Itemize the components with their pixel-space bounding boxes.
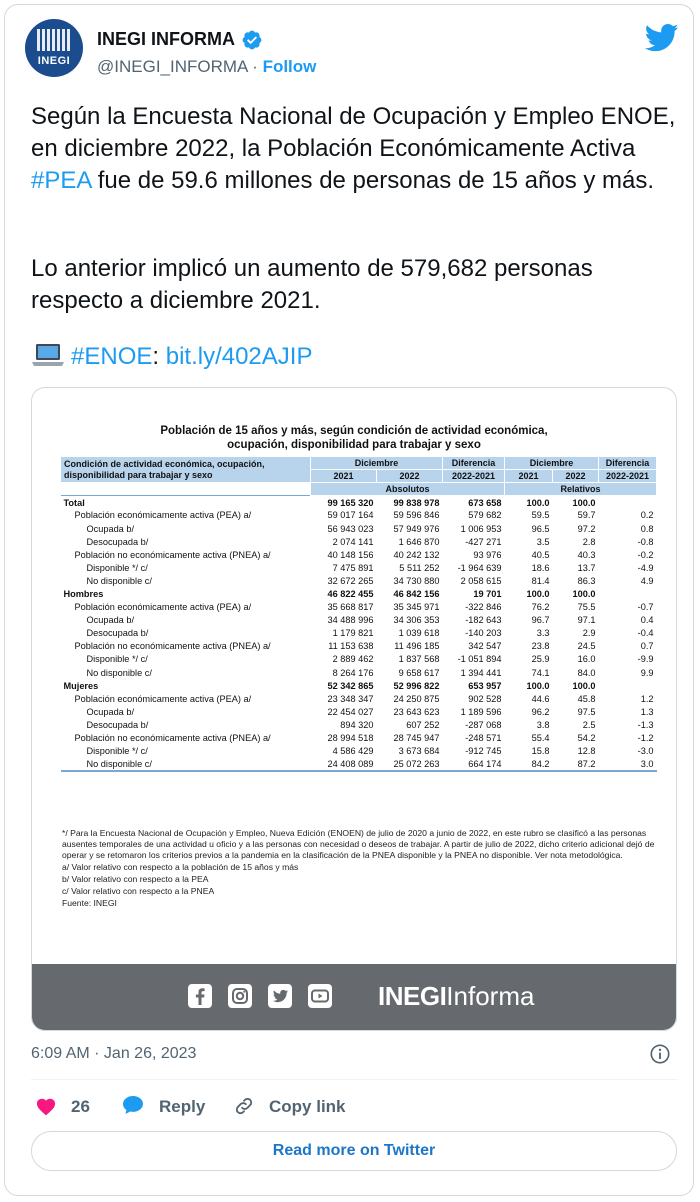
cell-abs-diff: -1 964 639: [457, 562, 502, 573]
cell-abs-diff: 19 701: [473, 588, 502, 599]
cell-rel-2021: 15.8: [531, 746, 550, 757]
tweet-image[interactable]: [31, 387, 677, 1031]
cell-rel-2022: 87.2: [577, 758, 596, 769]
cell-abs-2022: 46 842 156: [393, 588, 440, 599]
cell-abs-2021: 52 342 865: [327, 680, 374, 691]
note-line: Fuente: INEGI: [62, 898, 117, 908]
cell-abs-2021: 4 586 429: [332, 746, 374, 757]
cell-abs-diff: -427 271: [465, 536, 502, 547]
cell-abs-diff: 653 957: [468, 680, 502, 691]
cell-rel-2021: 81.4: [531, 575, 550, 586]
row-label: Disponible */ c/: [86, 562, 148, 573]
cell-abs-2022: 23 643 623: [393, 706, 440, 717]
avatar-label: INEGI: [37, 55, 71, 67]
row-label: No disponible c/: [86, 667, 152, 678]
header-2021-rel: 2021: [505, 470, 553, 483]
cell-rel-diff: 0.4: [640, 615, 654, 626]
cell-abs-2022: 3 673 684: [398, 746, 440, 757]
cell-abs-2021: 894 320: [340, 719, 374, 730]
cell-rel-2021: 76.2: [531, 602, 550, 613]
row-label: Población económicamente activa (PEA) a/: [74, 510, 252, 521]
cell-abs-diff: 673 658: [468, 497, 502, 508]
table-row: [61, 653, 657, 666]
table-title-line-1: Población de 15 años y más, según condición de actividad económica,: [160, 425, 548, 437]
cell-rel-2021: 59.5: [531, 510, 550, 521]
table-row: [61, 587, 657, 600]
cell-abs-2021: 34 488 996: [327, 615, 374, 626]
cell-rel-diff: -9.9: [637, 654, 654, 665]
cell-rel-2022: 54.2: [577, 733, 596, 744]
statistics-table: [60, 456, 657, 772]
cell-rel-2022: 75.5: [577, 602, 596, 613]
cell-rel-diff: 3.0: [640, 758, 654, 769]
cell-rel-2021: 74.1: [531, 667, 550, 678]
cell-abs-2021: 8 264 176: [332, 667, 374, 678]
row-label: Población económicamente activa (PEA) a/: [74, 602, 252, 613]
cell-abs-2022: 40 242 132: [393, 549, 440, 560]
table-row: [61, 601, 657, 614]
cell-rel-2021: 23.8: [531, 641, 550, 652]
cell-abs-2022: 34 306 353: [393, 615, 440, 626]
cell-rel-diff: -1.2: [637, 733, 654, 744]
cell-abs-diff: 902 528: [468, 693, 502, 704]
cell-abs-diff: 1 394 441: [460, 667, 502, 678]
row-label: Total: [63, 497, 85, 508]
cell-abs-2021: 99 165 320: [327, 497, 374, 508]
table-row: [61, 666, 657, 679]
cell-abs-2021: 11 153 638: [328, 641, 374, 652]
cell-rel-diff: -0.4: [637, 628, 654, 639]
table-row: [61, 522, 657, 535]
divider: [31, 1079, 677, 1080]
cell-rel-2022: 100.0: [572, 497, 596, 508]
cell-abs-2022: 9 658 617: [398, 667, 440, 678]
tweet-text-paragraph-1: [31, 101, 681, 197]
verified-badge-icon: [241, 29, 263, 51]
colon: :: [152, 343, 166, 370]
row-label: No disponible c/: [86, 575, 152, 586]
cell-abs-diff: 1 189 596: [460, 706, 502, 717]
cell-abs-diff: -322 846: [465, 602, 502, 613]
row-label: Mujeres: [63, 680, 99, 691]
cell-rel-2022: 86.3: [577, 575, 596, 586]
table-row: [61, 758, 657, 771]
cell-abs-2022: 25 072 263: [393, 758, 440, 769]
cell-abs-diff: 1 006 953: [460, 523, 502, 534]
cell-rel-2022: 2.9: [582, 628, 596, 639]
cell-rel-2022: 2.5: [582, 719, 596, 730]
cell-rel-2021: 3.5: [536, 536, 550, 547]
cell-abs-2022: 1 039 618: [398, 628, 440, 639]
cell-rel-2022: 97.5: [577, 706, 596, 717]
cell-rel-2021: 18.6: [531, 562, 550, 573]
table-row: [61, 548, 657, 561]
table-row: [61, 640, 657, 653]
cell-rel-2022: 100.0: [572, 680, 596, 691]
row-label: Desocupada b/: [86, 628, 149, 639]
brand-bold: INEGI: [378, 981, 447, 1011]
cell-rel-2021: 96.7: [531, 615, 550, 626]
header-diciembre-abs: Diciembre: [311, 457, 443, 470]
header-condition: Condición de actividad económica, ocupación, disponibilidad para trabajar y sexo: [61, 457, 311, 483]
twitter-icon: [268, 984, 292, 1008]
cell-abs-2022: 28 745 947: [393, 733, 440, 744]
row-label: Desocupada b/: [86, 719, 149, 730]
cell-rel-diff: [599, 679, 657, 692]
table-row: [61, 627, 657, 640]
cell-abs-2022: 24 250 875: [393, 693, 440, 704]
hashtag-pea-link[interactable]: #PEA: [31, 167, 92, 194]
table-notes: [62, 828, 656, 910]
cell-rel-diff: -3.0: [637, 746, 654, 757]
cell-abs-2021: 23 348 347: [327, 693, 374, 704]
header-dif-range-rel: 2022-2021: [599, 470, 657, 483]
cell-abs-2022: 34 730 880: [393, 575, 440, 586]
cell-abs-diff: 579 682: [468, 510, 502, 521]
cell-rel-2022: 100.0: [572, 588, 596, 599]
cell-rel-diff: [599, 587, 657, 600]
cell-abs-2021: 32 672 265: [327, 575, 374, 586]
brand-banner: [32, 964, 676, 1030]
cell-rel-2021: 100.0: [526, 680, 550, 691]
cell-rel-2021: 96.2: [531, 706, 550, 717]
note-line: */ Para la Encuesta Nacional de Ocupación y Empleo, Nueva Edición (ENOEN) de julio de 2020 a junio de 2022, en este rubro se clasificó a las personas ausentes temporales de una actividad u oficio y a las personas con necesidad o deseos de trabajar. A partir de julio de 2022, dicho criterio adicional dejó de operar y se retomaron los criterios previos a la pandemia en la clasificación de la PNEA disponible y la PNEA no disponible. Ver nota metodológica.: [62, 828, 655, 860]
cell-abs-2021: 40 148 156: [327, 549, 374, 560]
cell-rel-2021: 84.2: [531, 758, 550, 769]
handle-separator: ·: [247, 57, 263, 76]
cell-abs-diff: -248 571: [465, 733, 502, 744]
cell-rel-2022: 97.1: [577, 615, 596, 626]
read-more-button[interactable]: Read more on Twitter: [31, 1131, 677, 1171]
table-row: [61, 679, 657, 692]
row-label: Población económicamente activa (PEA) a/: [74, 693, 252, 704]
cell-abs-2021: 22 454 027: [327, 706, 374, 717]
cell-rel-2022: 45.8: [577, 693, 596, 704]
cell-rel-diff: 1.2: [640, 693, 654, 704]
row-label: Disponible */ c/: [86, 746, 148, 757]
row-label: Población no económicamente activa (PNEA) a/: [74, 641, 271, 652]
header-diciembre-rel: Diciembre: [505, 457, 599, 470]
cell-rel-2022: 12.8: [577, 746, 596, 757]
row-label: Ocupada b/: [86, 615, 135, 626]
cell-abs-2021: 56 943 023: [327, 523, 374, 534]
cell-rel-2022: 13.7: [577, 562, 596, 573]
row-label: Hombres: [63, 588, 104, 599]
cell-rel-2022: 97.2: [577, 523, 596, 534]
short-url-link[interactable]: bit.ly/402AJIP: [165, 343, 313, 370]
note-line: c/ Valor relativo con respecto a la PNEA: [62, 886, 215, 896]
facebook-icon: [188, 984, 212, 1008]
cell-rel-diff: 9.9: [640, 667, 654, 678]
cell-abs-2022: 607 252: [406, 719, 440, 730]
link-icon[interactable]: [233, 1095, 255, 1117]
cell-rel-diff: 1.3: [640, 706, 654, 717]
cell-rel-2021: 3.3: [536, 628, 550, 639]
note-line: a/ Valor relativo con respecto a la población de 15 años y más: [62, 862, 299, 872]
cell-abs-diff: 664 174: [468, 758, 502, 769]
table-row: [61, 535, 657, 548]
cell-rel-diff: 0.2: [640, 510, 654, 521]
cell-rel-diff: -0.8: [637, 536, 654, 547]
author-name[interactable]: INEGI INFORMA: [97, 29, 235, 49]
inegi-informa-wordmark: [378, 981, 534, 1012]
row-label: No disponible c/: [86, 758, 152, 769]
cell-rel-diff: -0.2: [637, 549, 654, 560]
row-label: Desocupada b/: [86, 536, 149, 547]
table-row: [61, 705, 657, 718]
header-absolutos: Absolutos: [311, 483, 505, 496]
avatar[interactable]: [25, 19, 83, 77]
table-title-line-2: ocupación, disponibilidad para trabajar y sexo: [227, 439, 481, 451]
tweet-text-paragraph-2: Lo anterior implicó un aumento de 579,682 personas respecto a diciembre 2021.: [31, 255, 593, 314]
follow-button[interactable]: Follow: [262, 57, 317, 76]
cell-abs-diff: -182 643: [465, 615, 502, 626]
table-row: [61, 509, 657, 522]
cell-abs-2021: 1 179 821: [332, 628, 374, 639]
info-icon[interactable]: [649, 1043, 671, 1065]
cell-rel-2021: 25.9: [531, 654, 550, 665]
table-row: [61, 496, 657, 509]
laptop-emoji-icon: [31, 342, 65, 368]
table-row: [61, 574, 657, 587]
row-label: Disponible */ c/: [86, 654, 148, 665]
header-dif-range: 2022-2021: [443, 470, 505, 483]
cell-abs-2022: 57 949 976: [393, 523, 440, 534]
cell-abs-2021: 28 994 518: [327, 733, 374, 744]
twitter-bird-icon[interactable]: [645, 23, 679, 53]
like-count[interactable]: 26: [71, 1097, 90, 1116]
cell-abs-2022: 5 511 252: [399, 562, 440, 573]
cell-abs-2022: 1 837 568: [398, 654, 440, 665]
brand-light: Informa: [446, 981, 535, 1011]
author-handle[interactable]: @INEGI_INFORMA: [97, 57, 248, 76]
instagram-icon: [228, 984, 252, 1008]
cell-rel-2022: 2.8: [582, 536, 596, 547]
tweet-text-rest: fue de 59.6 millones de personas de 15 años y más.: [91, 167, 655, 194]
table-row: [61, 731, 657, 744]
cell-abs-2022: 99 838 978: [393, 497, 440, 508]
cell-rel-diff: 0.7: [640, 641, 654, 652]
tweet-text-paragraph-3: [31, 341, 681, 373]
cell-abs-diff: 2 058 615: [460, 575, 502, 586]
row-label: Población no económicamente activa (PNEA) a/: [74, 733, 271, 744]
table-title: [32, 424, 676, 452]
note-line: b/ Valor relativo con respecto a la PEA: [62, 874, 209, 884]
cell-abs-2022: 35 345 971: [393, 602, 440, 613]
cell-rel-2021: 3.8: [536, 719, 550, 730]
cell-abs-diff: -140 203: [465, 628, 502, 639]
cell-rel-diff: -4.9: [637, 562, 654, 573]
header-relativos: Relativos: [505, 483, 657, 496]
cell-abs-2021: 59 017 164: [327, 510, 374, 521]
cell-rel-diff: [599, 496, 657, 509]
cell-abs-2022: 11 496 185: [394, 641, 440, 652]
cell-rel-2022: 59.7: [577, 510, 596, 521]
header-2021: 2021: [311, 470, 377, 483]
table-row: [61, 745, 657, 758]
cell-rel-2021: 40.5: [531, 549, 550, 560]
cell-rel-diff: 4.9: [640, 575, 654, 586]
reply-button[interactable]: Reply: [159, 1097, 206, 1116]
reply-bubble-icon[interactable]: [121, 1094, 145, 1116]
table-row: [61, 614, 657, 627]
cell-abs-diff: 342 547: [468, 641, 502, 652]
cell-rel-2021: 100.0: [526, 497, 550, 508]
author-handle-row: [97, 57, 316, 77]
hashtag-enoe-link[interactable]: #ENOE: [71, 343, 153, 370]
cell-abs-2021: 2 889 462: [332, 654, 374, 665]
header-2022-rel: 2022: [553, 470, 599, 483]
cell-rel-diff: -1.3: [637, 719, 654, 730]
cell-rel-2022: 84.0: [577, 667, 596, 678]
cell-rel-2021: 100.0: [526, 588, 550, 599]
header-diferencia-rel: Diferencia: [599, 457, 657, 470]
cell-rel-diff: -0.7: [637, 602, 654, 613]
cell-abs-2021: 7 475 891: [332, 562, 374, 573]
inegi-logo-icon: [37, 29, 71, 51]
tweet-text: Según la Encuesta Nacional de Ocupación y Empleo ENOE, en diciembre 2022, la Población Económicamente Activa: [31, 103, 676, 162]
row-label: Ocupada b/: [86, 523, 135, 534]
cell-abs-2022: 1 646 870: [398, 536, 440, 547]
heart-icon[interactable]: [35, 1096, 57, 1116]
cell-rel-2021: 55.4: [531, 733, 550, 744]
cell-abs-2022: 52 996 822: [393, 680, 440, 691]
table-row: [61, 718, 657, 731]
row-label: Población no económicamente activa (PNEA) a/: [74, 549, 271, 560]
cell-abs-diff: -1 051 894: [457, 654, 502, 665]
cell-rel-2021: 96.5: [531, 523, 550, 534]
cell-rel-2022: 24.5: [577, 641, 596, 652]
tweet-card: [4, 4, 694, 1196]
row-label: Ocupada b/: [86, 706, 135, 717]
cell-rel-diff: 0.8: [640, 523, 654, 534]
cell-rel-2022: 16.0: [577, 654, 596, 665]
cell-abs-diff: -287 068: [465, 719, 502, 730]
cell-abs-2021: 2 074 141: [332, 536, 374, 547]
cell-abs-2022: 59 596 846: [393, 510, 440, 521]
cell-abs-2021: 46 822 455: [327, 588, 374, 599]
cell-rel-2022: 40.3: [577, 549, 596, 560]
tweet-timestamp[interactable]: 6:09 AM · Jan 26, 2023: [31, 1045, 197, 1062]
cell-abs-2021: 24 408 089: [327, 758, 374, 769]
cell-rel-2021: 44.6: [531, 693, 550, 704]
cell-abs-2021: 35 668 817: [327, 602, 374, 613]
copy-link-button[interactable]: Copy link: [269, 1097, 346, 1116]
table-row: [61, 561, 657, 574]
youtube-icon: [308, 984, 332, 1008]
cell-abs-diff: -912 745: [465, 746, 502, 757]
header-2022: 2022: [377, 470, 443, 483]
cell-abs-diff: 93 976: [473, 549, 502, 560]
table-row: [61, 692, 657, 705]
header-diferencia-abs: Diferencia: [443, 457, 505, 470]
